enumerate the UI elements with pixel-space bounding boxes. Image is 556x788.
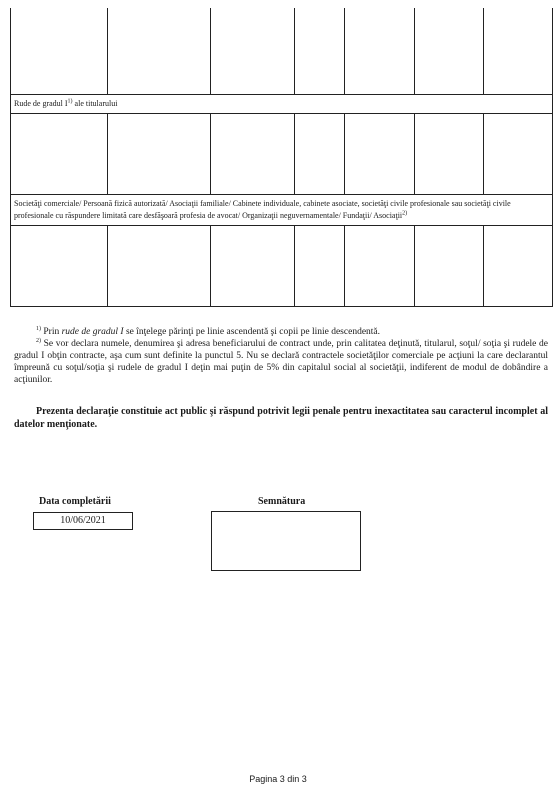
declaration-table (10, 8, 553, 307)
section-heading-relatives (11, 95, 552, 114)
table-cell (415, 114, 484, 194)
footnote-text: Prin (41, 327, 62, 337)
date-field[interactable]: 10/06/2021 (33, 512, 133, 530)
signature-label: Semnătura (258, 496, 306, 507)
table-cell (211, 114, 295, 194)
section-heading-text: Societăţi comerciale/ Persoană fizică autorizată/ Asociaţii familiale/ Cabinete individuale, cabinete asociate, societăţi civile profesionale sau societăţi civile profesionale cu răspundere limitată care desfăşoară profesia de avocat/ Organizaţii neguvernamentale/ Fundaţii/ Asociaţii (14, 199, 511, 220)
section-heading-companies (11, 195, 552, 226)
table-cell (295, 114, 345, 194)
footnote-marker: 1) (36, 325, 41, 332)
table-cell (484, 114, 552, 194)
table-cell (11, 114, 108, 194)
footnote-ref: 1) (67, 98, 73, 105)
date-label: Data completării (39, 496, 111, 507)
section-heading-suffix: ale titularului (72, 99, 118, 108)
table-row (11, 114, 552, 195)
legal-statement: Prezenta declaraţie constituie act public şi răspund potrivit legii penale pentru inexactitatea sau caracterul incomplet al datelor menţionate. (14, 406, 548, 430)
table-cell (484, 226, 552, 306)
table-cell (345, 114, 415, 194)
table-cell (211, 8, 295, 94)
table-row (11, 226, 552, 307)
table-cell (345, 226, 415, 306)
table-cell (484, 8, 552, 94)
table-cell (108, 114, 211, 194)
table-cell (211, 226, 295, 306)
table-cell (295, 8, 345, 94)
footnote-text: se înţelege părinţi pe linie ascendentă şi copii pe linie descendentă. (123, 327, 381, 337)
table-cell (345, 8, 415, 94)
signature-box[interactable] (211, 511, 361, 571)
footnotes (14, 326, 548, 386)
table-cell (415, 226, 484, 306)
footnote-2 (14, 338, 548, 386)
table-cell (295, 226, 345, 306)
table-cell (415, 8, 484, 94)
table-cell (108, 8, 211, 94)
footnote-1 (14, 326, 548, 338)
table-cell (11, 226, 108, 306)
footnote-ref: 2) (402, 210, 408, 217)
footnote-text: Se vor declara numele, denumirea şi adresa beneficiarului de contract unde, prin calitatea deţinută, titularul, soţul/ soţia şi rudele de gradul I obţin contracte, aşa cum sunt definite la punctul 5. Nu se declară contractele societăţilor comerciale pe acţiuni la care declarantul împreună cu soţul/soţia şi rudele de gradul I deţin mai puţin de 5% din capitalul social al societăţii, indiferent de modul de dobândire a acţiunilor. (14, 339, 548, 385)
table-row (11, 8, 552, 95)
footnote-term: rude de gradul I (61, 327, 124, 337)
table-cell (11, 8, 108, 94)
section-heading-text: Rude de gradul I (14, 99, 68, 108)
page-number: Pagina 3 din 3 (249, 774, 307, 784)
footnote-marker: 2) (36, 337, 41, 344)
table-cell (108, 226, 211, 306)
